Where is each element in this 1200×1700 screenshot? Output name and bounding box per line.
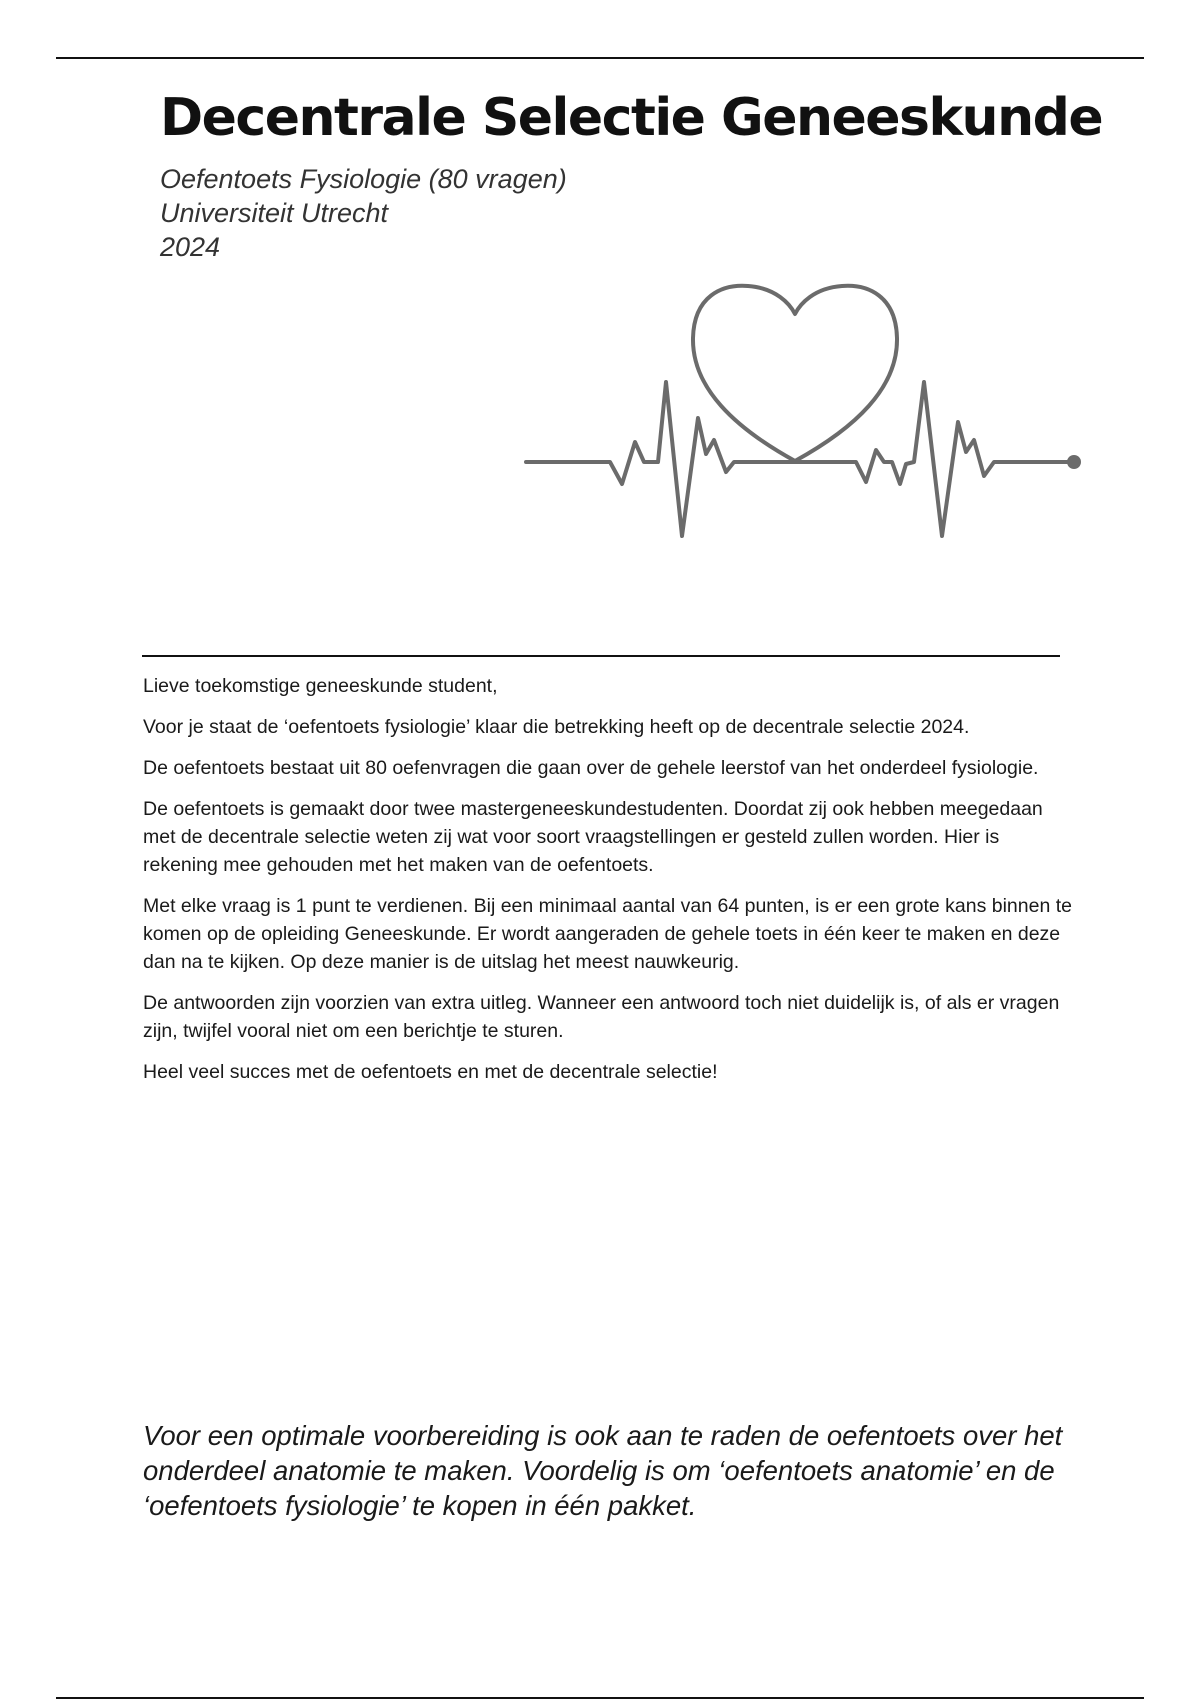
document-title: Decentrale Selectie Geneeskunde [160, 88, 1103, 148]
heart-outline [693, 286, 897, 461]
section-divider [142, 655, 1060, 657]
subtitle-university: Universiteit Utrecht [160, 198, 389, 228]
promo-note: Voor een optimale voorbereiding is ook aan te raden de oefentoets over het onderdeel anatomie te maken. Voordelig is om ‘oefentoets anatomie’ en de ‘oefentoets fysiologie’ te kopen in één pakket. [143, 1420, 1063, 1521]
ekg-end-dot [1067, 455, 1081, 469]
subtitle-exam: Oefentoets Fysiologie (80 vragen) [160, 164, 567, 194]
letter-paragraph: De antwoorden zijn voorzien van extra uitleg. Wanneer een antwoord toch niet duidelijk is, of als er vragen zijn, twijfel vooral niet om een berichtje te sturen. [143, 992, 1060, 1042]
letter-paragraph: Met elke vraag is 1 punt te verdienen. Bij een minimaal aantal van 64 punten, is er een grote kans binnen te komen op de opleiding Geneeskunde. Er wordt aangeraden de gehele toets in één keer te maken en deze dan na te kijken. Op deze manier is de uitslag het meest nauwkeurig. [143, 895, 1072, 973]
letter-paragraph: De oefentoets bestaat uit 80 oefenvragen die gaan over de gehele leerstof van het onderdeel fysiologie. [143, 757, 1039, 779]
subtitle-year: 2024 [160, 232, 221, 262]
letter-greeting: Lieve toekomstige geneeskunde student, [143, 675, 498, 697]
bottom-divider [56, 1697, 1144, 1699]
heart-ekg-icon [520, 278, 1100, 548]
top-divider [56, 57, 1144, 59]
letter-closing: Heel veel succes met de oefentoets en met de decentrale selectie! [143, 1061, 718, 1083]
intro-letter [143, 672, 1073, 1099]
subtitle-block [160, 162, 567, 264]
letter-paragraph: De oefentoets is gemaakt door twee mastergeneeskundestudenten. Doordat zij ook hebben meegedaan met de decentrale selectie weten zij wat voor soort vraagstellingen er gesteld zullen worden. Hier is rekening mee gehouden met het maken van de oefentoets. [143, 798, 1043, 876]
letter-paragraph: Voor je staat de ‘oefentoets fysiologie’ klaar die betrekking heeft op de decentrale selectie 2024. [143, 716, 970, 738]
